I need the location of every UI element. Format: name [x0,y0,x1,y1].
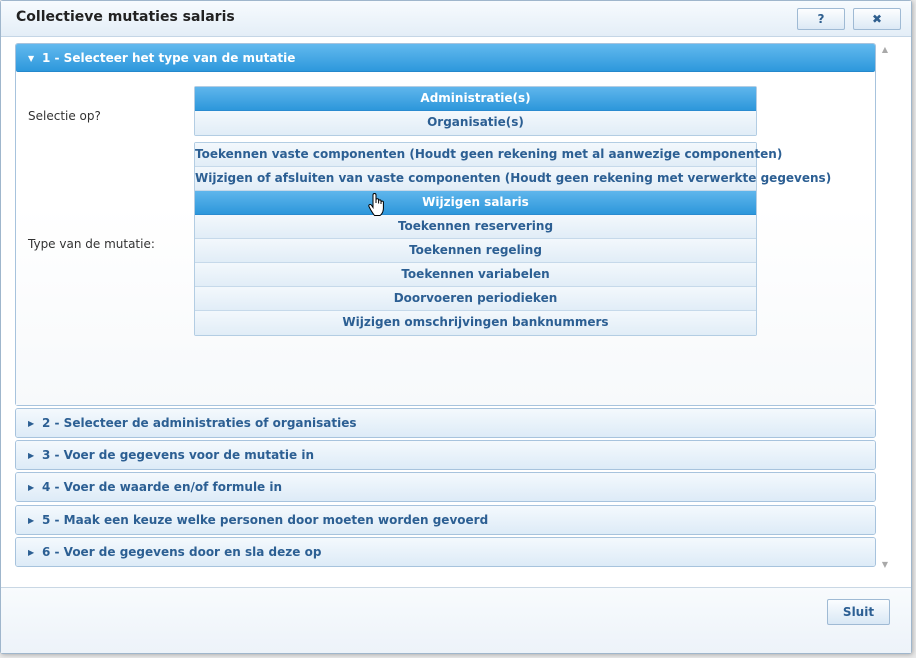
expanded-arrow-icon: ▼ [28,54,35,63]
collapsed-arrow-icon: ▶ [28,451,35,460]
section-header-2[interactable] [16,409,875,437]
option-doorvoeren-periodieken[interactable]: Doorvoeren periodieken [195,287,756,311]
section-1-body [16,72,875,405]
dialog-footer [1,587,911,653]
dialog-titlebar [1,1,911,37]
scroll-down-arrow-icon[interactable]: ▼ [881,560,889,569]
dialog-content [1,38,911,586]
option-toekennen-vaste-componenten[interactable]: Toekennen vaste componenten (Houdt geen rekening met al aanwezige componenten) [195,143,756,167]
section-1 [15,43,876,406]
collapsed-arrow-icon: ▶ [28,419,35,428]
collapsed-arrow-icon: ▶ [28,548,35,557]
section-header-4[interactable] [16,473,875,501]
scroll-up-arrow-icon[interactable]: ▲ [881,45,889,54]
section-header-1[interactable] [16,44,875,72]
option-organisaties[interactable]: Organisatie(s) [195,111,756,135]
section-2 [15,408,876,438]
section-3 [15,440,876,470]
option-toekennen-variabelen[interactable]: Toekennen variabelen [195,263,756,287]
section-header-5[interactable] [16,506,875,534]
section-label: 5 - Maak een keuze welke personen door moeten worden gevoerd [42,513,489,527]
option-wijzigen-banknummers[interactable]: Wijzigen omschrijvingen banknummers [195,311,756,335]
mutation-type-label: Type van de mutatie: [28,237,155,251]
collapsed-arrow-icon: ▶ [28,516,35,525]
close-button[interactable]: ✖ [853,8,901,30]
collapsed-arrow-icon: ▶ [28,483,35,492]
vertical-scrollbar[interactable] [878,42,892,574]
section-label: 6 - Voer de gegevens door en sla deze op [42,545,322,559]
section-5 [15,505,876,535]
option-toekennen-regeling[interactable]: Toekennen regeling [195,239,756,263]
dialog-title: Collectieve mutaties salaris [16,9,235,25]
section-4 [15,472,876,502]
section-label: 4 - Voer de waarde en/of formule in [42,480,283,494]
selectie-options [194,86,757,136]
section-label: 2 - Selecteer de administraties of organisaties [42,416,357,430]
option-toekennen-reservering[interactable]: Toekennen reservering [195,215,756,239]
option-wijzigen-salaris[interactable]: Wijzigen salaris [195,191,756,215]
section-label: 3 - Voer de gegevens voor de mutatie in [42,448,314,462]
selectie-label: Selectie op? [28,109,101,123]
mutation-type-options [194,142,832,336]
sluit-button[interactable]: Sluit [827,599,890,625]
section-header-3[interactable] [16,441,875,469]
section-header-6[interactable] [16,538,875,566]
option-wijzigen-vaste-componenten[interactable]: Wijzigen of afsluiten van vaste componenten (Houdt geen rekening met verwerkte gegevens) [195,167,756,191]
section-6 [15,537,876,567]
section-label: 1 - Selecteer het type van de mutatie [42,51,296,65]
option-administraties[interactable]: Administratie(s) [195,87,756,111]
help-button[interactable]: ? [797,8,845,30]
